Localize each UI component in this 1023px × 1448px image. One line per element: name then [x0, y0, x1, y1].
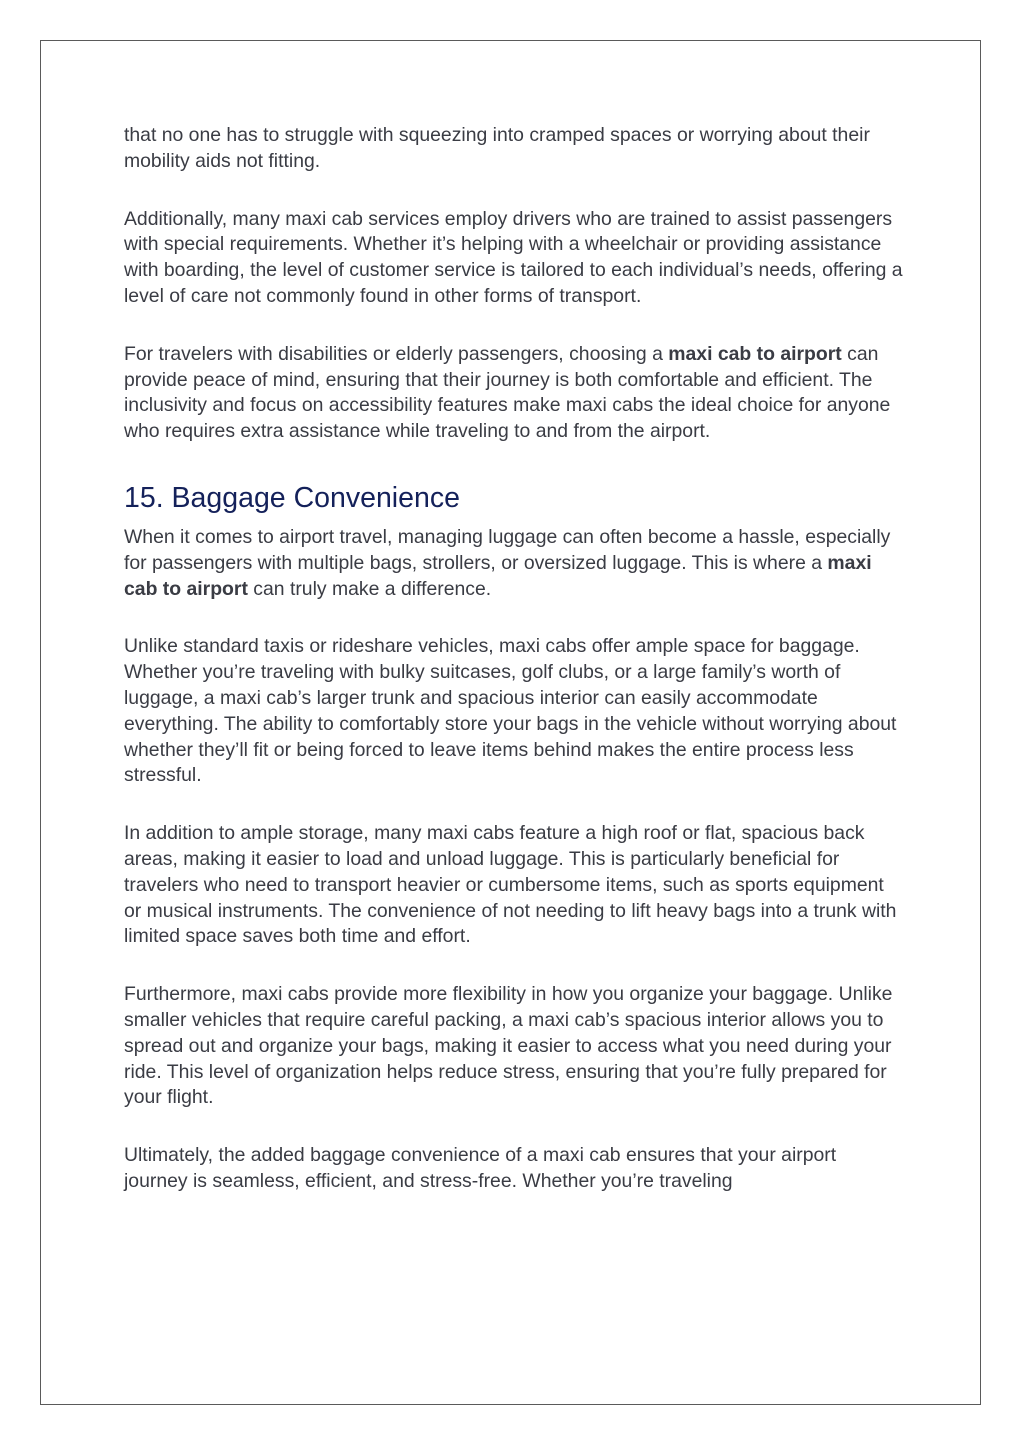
- paragraph-high-roof: In addition to ample storage, many maxi cabs feature a high roof or flat, spacious back areas, making it easier to load and unload luggage. This is particularly beneficial for travelers who need to transport heavier or cumbersome items, such as sports equipment or musical instruments. The convenience of not needing to lift heavy bags into a trunk with limited space saves both time and effort.: [124, 822, 897, 948]
- paragraph-ultimately: Ultimately, the added baggage convenience of a maxi cab ensures that your airport journey is seamless, efficient, and stress-free. Whether you’re traveling: [124, 1144, 837, 1192]
- paragraph-flexibility: Furthermore, maxi cabs provide more flexibility in how you organize your baggage. Unlike smaller vehicles that require careful packing, a maxi cab’s spacious interior allows you to spread out and organize your bags, making it easier to access what you need during your ride. This level of organization helps reduce stress, ensuring that you’re fully prepared for your flight.: [124, 983, 893, 1109]
- paragraph-text: For travelers with disabilities or elderly passengers, choosing a: [124, 342, 669, 365]
- paragraph-disabilities: [124, 342, 904, 445]
- section-heading: 15. Baggage Convenience: [124, 481, 460, 514]
- document-body: [124, 123, 904, 1227]
- paragraph-ample-space: Unlike standard taxis or rideshare vehicles, maxi cabs offer ample space for baggage. Whether you’re traveling with bulky suitcases, golf clubs, or a large family’s worth of luggage, a maxi cab’s larger trunk and spacious interior can easily accommodate everything. The ability to comfortably store your bags in the vehicle without worrying about whether they’ll fit or being forced to leave items behind makes the entire process less stressful.: [124, 635, 897, 787]
- paragraph-mobility-aids: that no one has to struggle with squeezing into cramped spaces or worrying about their mobility aids not fitting.: [124, 124, 870, 172]
- paragraph-text: can provide peace of mind, ensuring that their journey is both comfortable and efficient. The inclusivity and focus on accessibility features make maxi cabs the ideal choice for anyone who requires extra assistance while traveling to and from the airport.: [124, 342, 891, 443]
- paragraph-luggage-hassle: [124, 525, 904, 602]
- paragraph-text: When it comes to airport travel, managing luggage can often become a hassle, especially for passengers with multiple bags, strollers, or oversized luggage. This is where a: [124, 525, 891, 574]
- paragraph-trained-drivers: Additionally, many maxi cab services employ drivers who are trained to assist passengers with special requirements. Whether it’s helping with a wheelchair or providing assistance with boarding, the level of customer service is tailored to each individual’s needs, offering a level of care not commonly found in other forms of transport.: [124, 207, 903, 307]
- keyword-maxi-cab-to-airport: maxi cab to airport: [124, 551, 872, 600]
- keyword-maxi-cab-to-airport: maxi cab to airport: [668, 342, 842, 365]
- paragraph-text: can truly make a difference.: [247, 577, 492, 600]
